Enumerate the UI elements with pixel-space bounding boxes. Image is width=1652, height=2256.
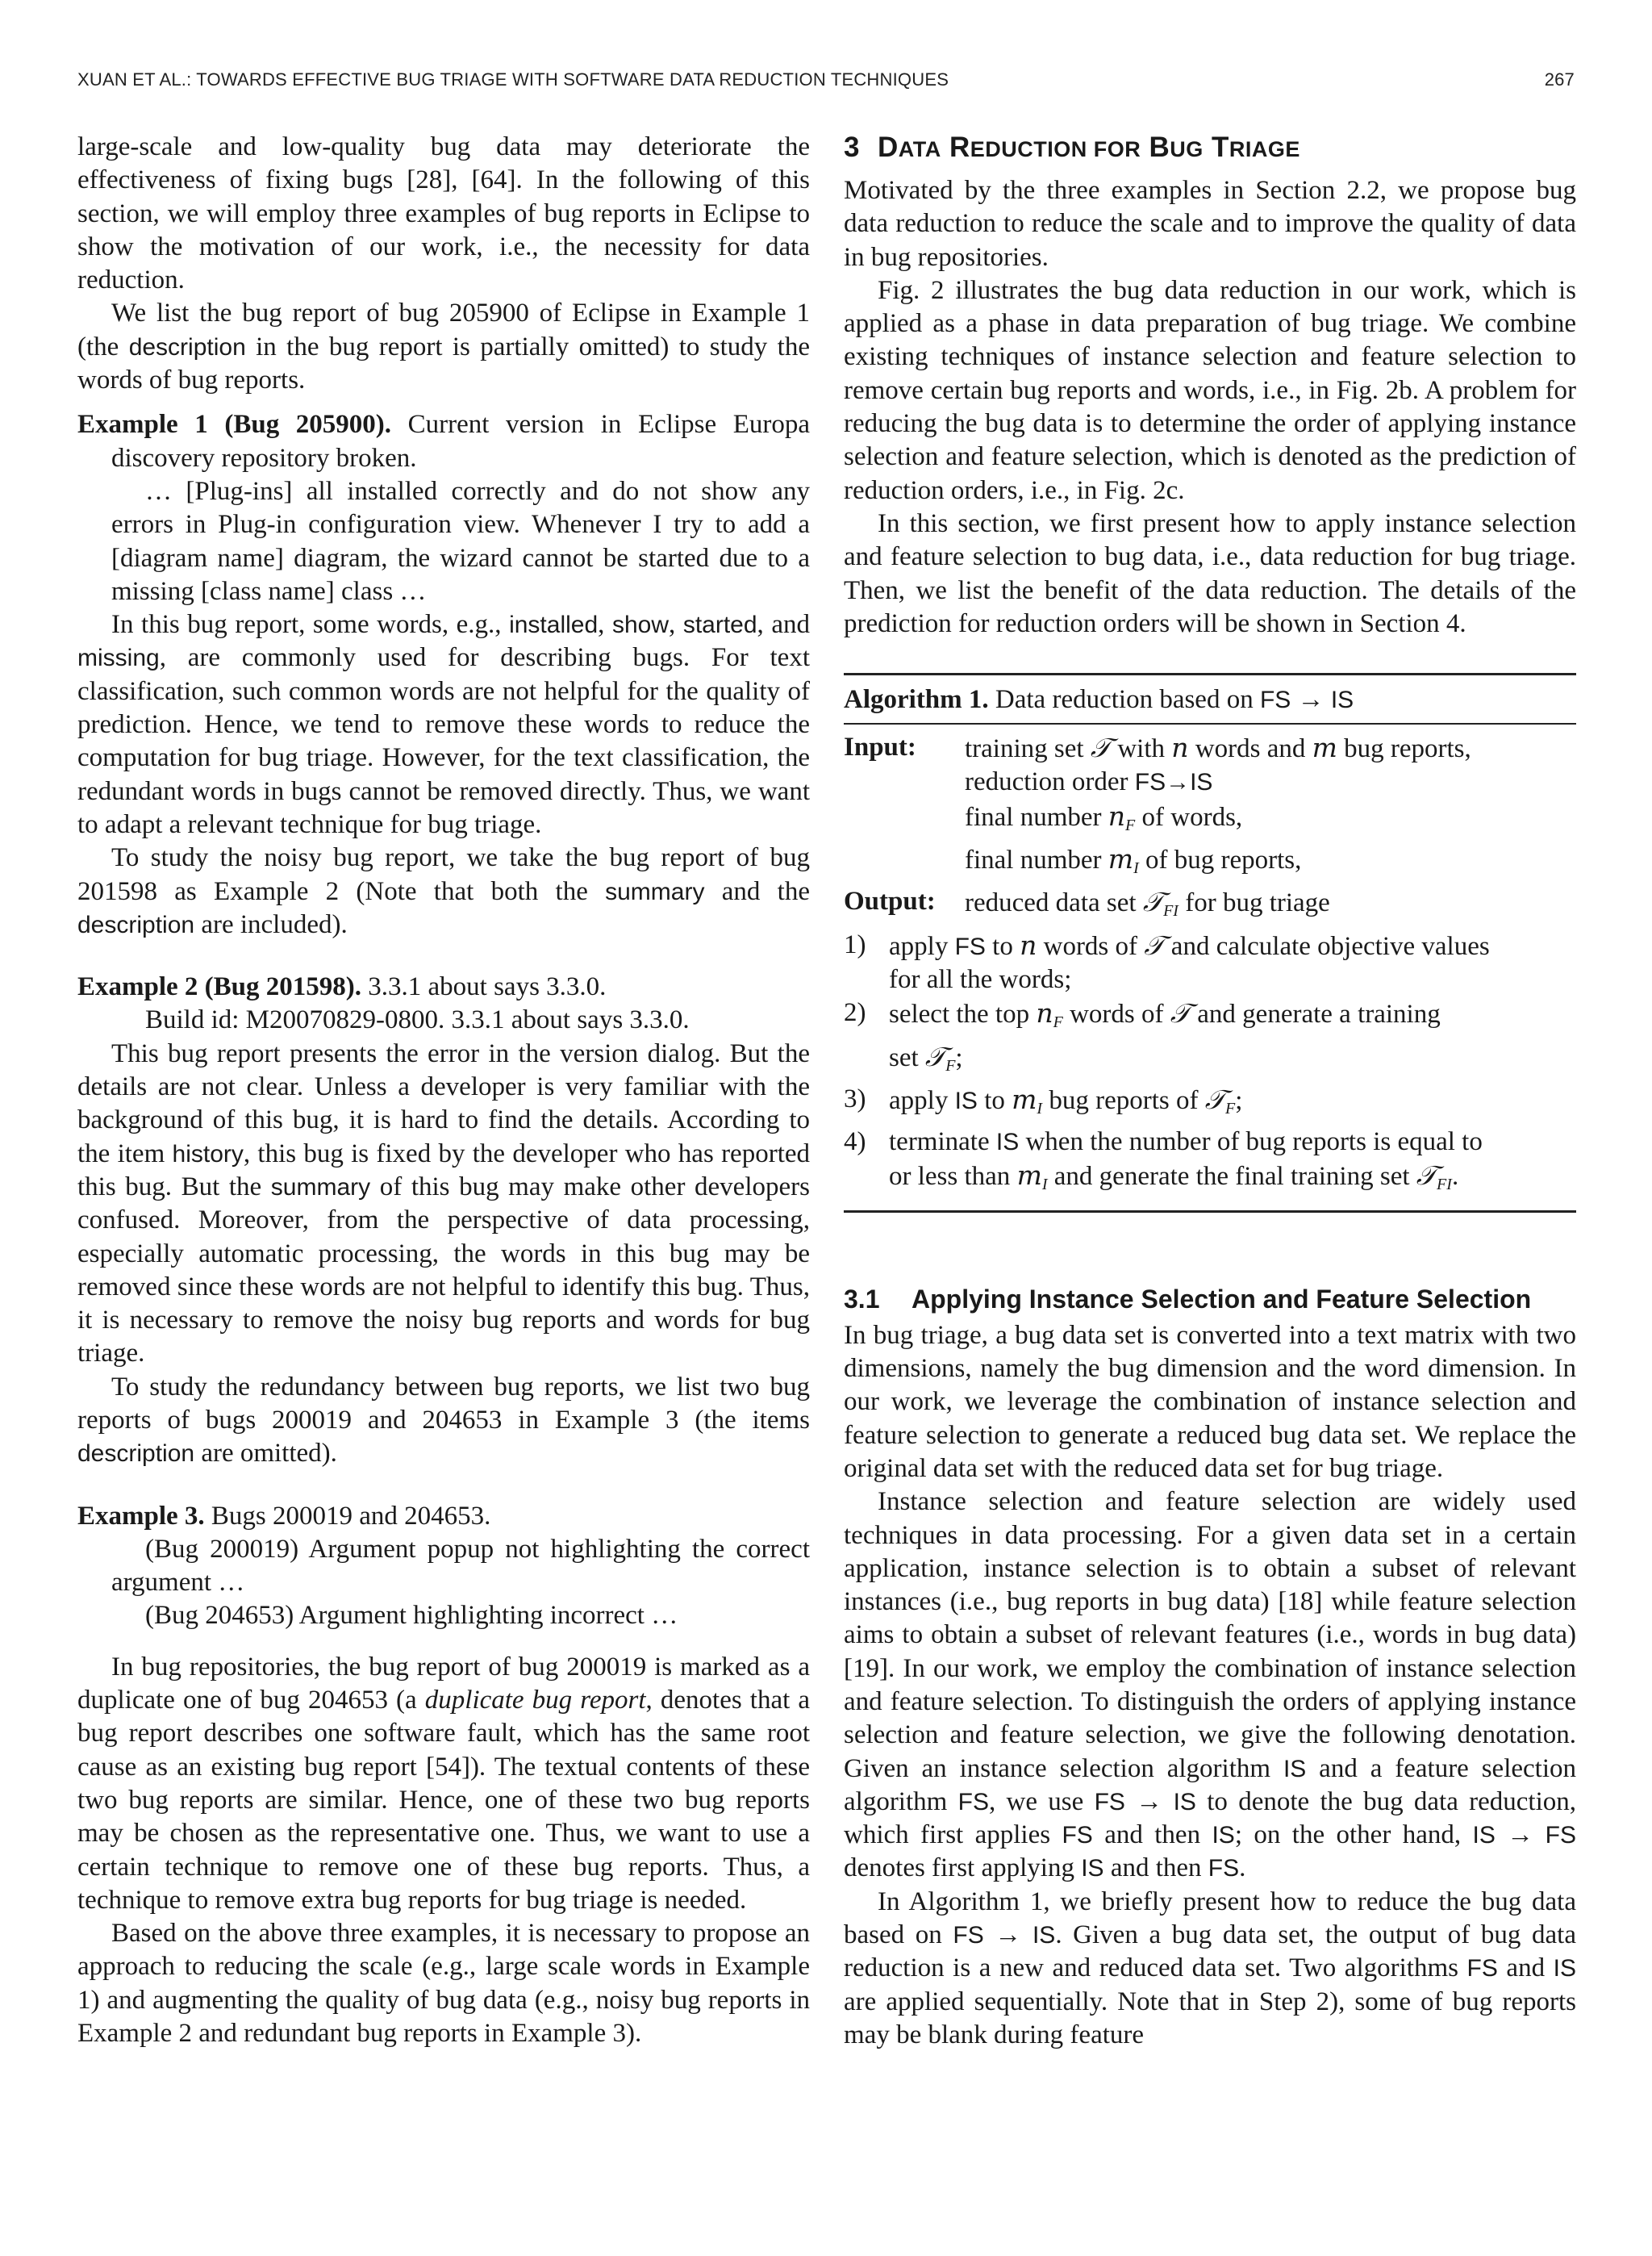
paragraph: This bug report presents the error in the version dialog. But the details are not clear. Unless a developer is very familiar with the background of this bug, it is hard to find the details. According to the item history, this bug is fixed by the developer who has reported this bug. But the summary of this bug may make other developers confused. Moreover, from the perspective of data processing, especially automatic processing, the words in this bug may be removed since these words are not helpful to identify this bug. Thus, it is necessary to remove the noisy bug reports and words for bug triage. [77, 1038, 811, 1368]
left-column [77, 131, 810, 2050]
paragraph: In bug triage, a bug data set is converted into a text matrix with two dimensions, namely the bug dimension and the word dimension. In our work, we leverage the combination of instance selection and feature selection to generate a reduced bug data set. We replace the original data set with the reduced data set for bug triage. [844, 1320, 1576, 1483]
paragraph: In bug repositories, the bug report of bug 200019 is marked as a duplicate one of bug 204653 (a duplicate bug report, denotes that a bug report describes one software fault, which has the same root cause as an existing bug report [54]). The textual contents of these two bug reports are similar. Hence, one of these two bug reports may be chosen as the representative one. Thus, we want to use a certain technique to remove one of these bug reports. Thus, a technique to remove extra bug reports for bug triage is needed. [77, 1652, 811, 1915]
example-2: Example 2 (Bug 201598). 3.3.1 about says 3.3.0. [77, 972, 607, 1002]
paragraph: Instance selection and feature selection are widely used techniques in data processing. For a given data set in a certain application, instance selection is to obtain a subset of relevant instances (i.e., bug reports in bug data) [18] while feature selection aims to obtain a subset of relevant features (i.e., words in bug data) [19]. In our work, we employ the combination of instance selection and feature selection. To distinguish the orders of applying instance selection and feature selection, we give the following denotation. Given an instance selection algorithm IS and a feature selection algorithm FS, we use FS → IS to denote the bug data reduction, which first applies FS and then IS; on the other hand, IS → FS denotes first applying IS and then FS. [844, 1487, 1577, 1883]
paragraph: In this section, we first present how to apply instance selection and feature selection to bug data, i.e., data reduction for bug triage. Then, we list the benefit of the data reduction. The details of the prediction for reduction orders will be shown in Section 4. [844, 508, 1576, 638]
example-1: Example 1 (Bug 205900). Current version in Eclipse Europa discovery repository broken. [77, 410, 811, 473]
right-column [844, 131, 1576, 2052]
paragraph: large-scale and low-quality bug data may deteriorate the effectiveness of fixing bugs [28], [64]. In the following of this section, we will employ three examples of bug reports in Eclipse to show the motivation of our work, i.e., the necessity for data reduction. [77, 132, 810, 295]
paragraph: Based on the above three examples, it is necessary to propose an approach to reducing the scale (e.g., large scale words in Example 1) and augmenting the quality of bug data (e.g., noisy bug reports in Example 2 and redundant bug reports in Example 3). [77, 1919, 810, 2049]
paragraph: To study the noisy bug report, we take the bug report of bug 201598 as Example 2 (Note that both the summary and the description are included). [77, 843, 810, 939]
subsection-heading: 3.1 Applying Instance Selection and Feature Selection [844, 1284, 1532, 1314]
algorithm-step-3: 3) apply IS to $m_I$ bug reports of 𝒯$_F$; [844, 1083, 1243, 1118]
paragraph: Fig. 2 illustrates the bug data reduction in our work, which is applied as a phase in data preparation of bug triage. We combine existing techniques of instance selection and feature selection to remove certain bug reports and words, i.e., in Fig. 2b. A problem for reducing the bug data is to determine the order of applying instance selection and feature selection, which is denoted as the prediction of reduction orders, i.e., in Fig. 2c. [844, 275, 1576, 505]
example-1-body: … [Plug-ins] all installed correctly and do not show any errors in Plug-in configuration view. Whenever I try to add a [diagram name] diagram, the wizard cannot be started due to a missing [class name] class … [111, 476, 810, 606]
example-2-body: Build id: M20070829-0800. 3.3.1 about says 3.3.0. [145, 1005, 690, 1035]
running-head [77, 69, 1575, 90]
paragraph: In this bug report, some words, e.g., installed, show, started, and missing, are commonly used for describing bugs. For text classification, such common words are not helpful for the quality of prediction. Hence, we tend to remove these words to reduce the computation for bug triage. However, for the text classification, the redundant words in bugs cannot be removed directly. Thus, we want to adapt a relevant technique for bug triage. [77, 610, 811, 839]
algorithm-step-2: 2) select the top $n_F$ words of 𝒯 and generate a training [844, 997, 1441, 1032]
algorithm-body: Input: training set 𝒯 with n words and m bug reports, reduction order FS→IS final number $n_F$ of words, final number $m_I$ of bug reports, Output: reduced data set 𝒯$_{FI}$ for bug triage 1) apply FS to n words of 𝒯 and calculate objective values for all the words; 2) select the top $n_F$ words of 𝒯 and generate a training set 𝒯$_F$; 3) apply IS to $m_I$ bug reports of 𝒯$_F$; 4) terminate IS when the number of bug reports is equal to or less than $m_I$ and generate the final training set 𝒯$_{FI}$. [844, 725, 1576, 1210]
running-head-title: XUAN ET AL.: TOWARDS EFFECTIVE BUG TRIAGE WITH SOFTWARE DATA REDUCTION TECHNIQUES [77, 69, 949, 90]
algorithm-input: Input: training set 𝒯 with n words and m bug reports, [844, 732, 1471, 764]
paragraph: We list the bug report of bug 205900 of Eclipse in Example 1 (the description in the bug report is partially omitted) to study the words of bug reports. [77, 299, 810, 395]
algorithm-step-1: 1) apply FS to n words of 𝒯 and calculate objective values [844, 929, 1490, 961]
algorithm-output: Output: reduced data set 𝒯$_{FI}$ for bug triage [844, 886, 1330, 921]
section-heading: 3 DATA REDUCTION FOR BUG TRIAGE [844, 132, 1300, 163]
algorithm-step-4: 4) terminate IS when the number of bug reports is equal to [844, 1127, 1483, 1157]
paragraph: In Algorithm 1, we briefly present how to reduce the bug data based on FS → IS. Given a bug data set, the output of bug data reduction is a new and reduced data set. Two algorithms FS and IS are applied sequentially. Note that in Step 2), some of bug reports may be blank during feature [844, 1886, 1576, 2049]
paragraph: Motivated by the three examples in Section 2.2, we propose bug data reduction to reduce the scale and to improve the quality of data in bug repositories. [844, 176, 1576, 272]
page-number: 267 [1544, 69, 1575, 90]
example-3-body: (Bug 200019) Argument popup not highlighting the correct argument … (Bug 204653) Argument highlighting incorrect … [111, 1534, 810, 1631]
paragraph: To study the redundancy between bug reports, we list two bug reports of bugs 200019 and 204653 in Example 3 (the items description are omitted). [77, 1372, 810, 1468]
algorithm-box [844, 673, 1576, 1213]
example-3: Example 3. Bugs 200019 and 204653. [77, 1501, 491, 1531]
algorithm-caption: Algorithm 1. Data reduction based on FS → IS [844, 675, 1576, 725]
